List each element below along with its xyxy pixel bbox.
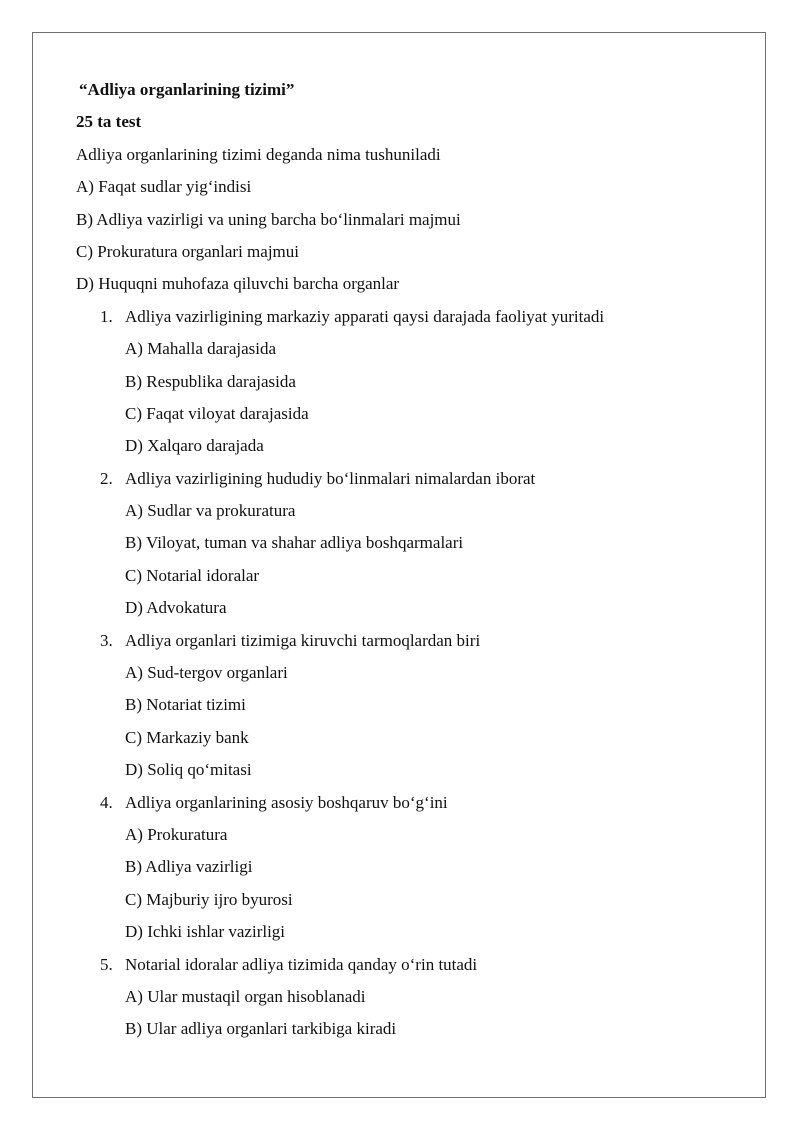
question-number: 2. — [100, 468, 113, 488]
answer-option: D) Xalqaro darajada — [125, 436, 264, 456]
question-item — [76, 625, 756, 657]
answer-option: B) Adliya vazirligi — [125, 857, 253, 877]
question-block-5 — [76, 949, 756, 1046]
answer-option: B) Adliya vazirligi va uning barcha bo‘linmalari majmui — [76, 209, 461, 229]
question-block-2 — [76, 463, 756, 625]
document-body — [76, 74, 756, 1046]
answer-option: D) Soliq qo‘mitasi — [125, 760, 252, 780]
question-item — [76, 949, 756, 981]
question-text: Adliya organlarining tizimi deganda nima tushuniladi — [76, 144, 441, 164]
answer-option: D) Ichki ishlar vazirligi — [125, 922, 286, 942]
question-number: 1. — [100, 306, 113, 326]
question-item — [76, 787, 756, 819]
answer-option: B) Notariat tizimi — [125, 695, 246, 715]
question-block-4 — [76, 787, 756, 949]
question-block-3 — [76, 625, 756, 787]
question-text: Notarial idoralar adliya tizimida qanday o‘rin tutadi — [125, 954, 478, 974]
intro-question-block — [76, 139, 756, 301]
answer-option: A) Sudlar va prokuratura — [125, 501, 296, 521]
question-number: 3. — [100, 630, 113, 650]
answer-option: A) Prokuratura — [125, 824, 228, 844]
question-text: Adliya organlarining asosiy boshqaruv bo‘g‘ini — [125, 792, 448, 812]
answer-option: C) Majburiy ijro byurosi — [125, 889, 293, 909]
answer-option: C) Faqat viloyat darajasida — [125, 403, 309, 423]
question-text: Adliya organlari tizimiga kiruvchi tarmoqlardan biri — [125, 630, 481, 650]
answer-option: D) Advokatura — [125, 598, 227, 618]
answer-option: A) Ular mustaqil organ hisoblanadi — [125, 986, 366, 1006]
document-subtitle: 25 ta test — [76, 112, 142, 132]
answer-option: C) Notarial idoralar — [125, 565, 260, 585]
question-number: 5. — [100, 954, 113, 974]
question-item — [76, 301, 756, 333]
question-item — [76, 463, 756, 495]
answer-option: D) Huquqni muhofaza qiluvchi barcha organlar — [76, 274, 400, 294]
question-text: Adliya vazirligining hududiy bo‘linmalari nimalardan iborat — [125, 468, 536, 488]
question-block-1 — [76, 301, 756, 463]
answer-option: A) Faqat sudlar yig‘indisi — [76, 177, 252, 197]
question-number: 4. — [100, 792, 113, 812]
answer-option: C) Markaziy bank — [125, 727, 249, 747]
answer-option: C) Prokuratura organlari majmui — [76, 241, 299, 261]
answer-option: A) Sud-tergov organlari — [125, 663, 288, 683]
question-text: Adliya vazirligining markaziy apparati qaysi darajada faoliyat yuritadi — [125, 306, 605, 326]
answer-option: B) Viloyat, tuman va shahar adliya boshqarmalari — [125, 533, 464, 553]
answer-option: B) Ular adliya organlari tarkibiga kiradi — [125, 1019, 397, 1039]
answer-option: A) Mahalla darajasida — [125, 339, 277, 359]
document-title: “Adliya organlarining tizimi” — [79, 80, 295, 99]
answer-option: B) Respublika darajasida — [125, 371, 296, 391]
